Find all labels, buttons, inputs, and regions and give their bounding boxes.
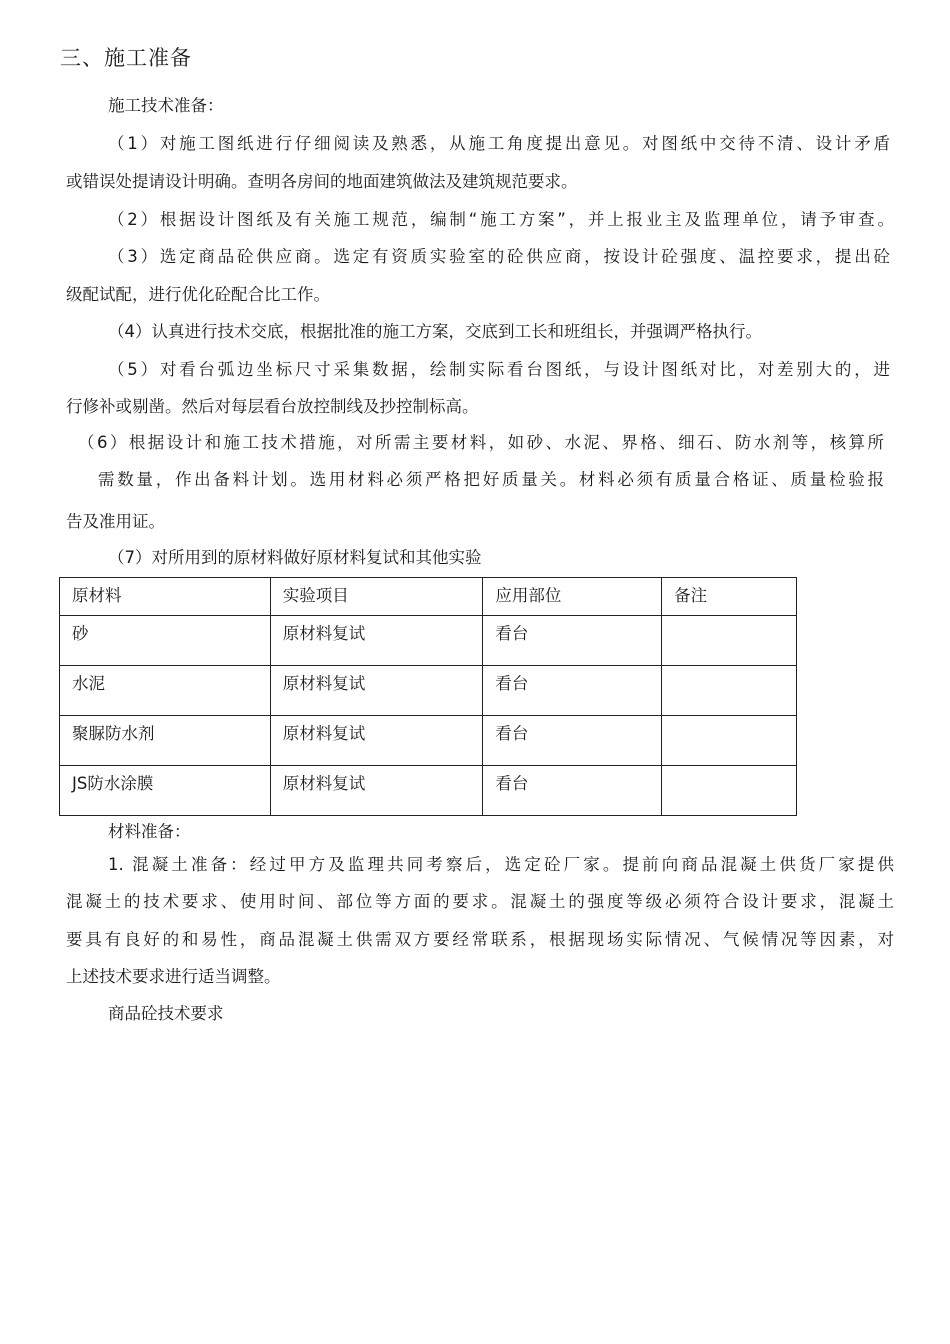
table-cell: 看台 (483, 766, 662, 816)
table-row (60, 616, 797, 666)
material-item-1-line-2: 混凝土的技术要求、使用时间、部位等方面的要求。混凝土的强度等级必须符合设计要求，混凝土 (66, 892, 894, 911)
tech-item-3-line-2: 级配试配，进行优化砼配合比工作。 (66, 285, 330, 304)
table-cell: 看台 (483, 666, 662, 716)
table-header-cell: 原材料 (60, 578, 271, 616)
material-item-1-line-1: 1. 混凝土准备：经过甲方及监理共同考察后，选定砼厂家。提前向商品混凝土供货厂家提供 (108, 855, 894, 874)
concrete-requirements-heading: 商品砼技术要求 (108, 1004, 224, 1023)
tech-item-5-line-2: 行修补或剔凿。然后对每层看台放控制线及抄控制标高。 (66, 397, 479, 416)
tech-item-3-line-1: （3）选定商品砼供应商。选定有资质实验室的砼供应商，按设计砼强度、温控要求，提出砼 (108, 247, 890, 266)
table-cell (662, 766, 797, 816)
tech-item-1-line-1: （1）对施工图纸进行仔细阅读及熟悉，从施工角度提出意见。对图纸中交待不清、设计矛盾 (108, 134, 890, 153)
material-item-1-line-3: 要具有良好的和易性，商品混凝土供需双方要经常联系，根据现场实际情况、气候情况等因素，对 (66, 930, 894, 949)
table-header-cell: 应用部位 (483, 578, 662, 616)
table-cell: JS防水涂膜 (60, 766, 271, 816)
tech-prep-heading: 施工技术准备： (108, 96, 224, 115)
table-cell: 水泥 (60, 666, 271, 716)
materials-table (59, 577, 797, 816)
tech-item-6-line-3: 告及准用证。 (66, 512, 165, 531)
tech-item-5-line-1: （5）对看台弧边坐标尺寸采集数据，绘制实际看台图纸，与设计图纸对比，对差别大的，进 (108, 360, 890, 379)
table-row (60, 766, 797, 816)
table-header-cell: 实验项目 (270, 578, 483, 616)
table-cell (662, 666, 797, 716)
table-cell: 原材料复试 (270, 666, 483, 716)
table-cell: 原材料复试 (270, 616, 483, 666)
tech-item-2-line-1: （2）根据设计图纸及有关施工规范，编制“施工方案”，并上报业主及监理单位，请予审查。 (108, 210, 894, 229)
tech-item-6-line-1: （6）根据设计和施工技术措施，对所需主要材料，如砂、水泥、界格、细石、防水剂等，核算所 (78, 433, 884, 452)
section-title: 三、施工准备 (60, 46, 192, 70)
material-prep-heading: 材料准备： (108, 822, 191, 841)
table-cell: 原材料复试 (270, 766, 483, 816)
table-cell: 看台 (483, 716, 662, 766)
table-header-row (60, 578, 797, 616)
table-cell (662, 716, 797, 766)
table-row (60, 716, 797, 766)
tech-item-4-line-1: （4）认真进行技术交底，根据批准的施工方案，交底到工长和班组长，并强调严格执行。 (108, 322, 762, 341)
tech-item-1-line-2: 或错误处提请设计明确。查明各房间的地面建筑做法及建筑规范要求。 (66, 172, 578, 191)
table-row (60, 666, 797, 716)
table-cell (662, 616, 797, 666)
tech-item-6-line-2: 需数量，作出备料计划。选用材料必须严格把好质量关。材料必须有质量合格证、质量检验报 (98, 470, 884, 489)
table-header-cell: 备注 (662, 578, 797, 616)
tech-item-7-line-1: （7）对所用到的原材料做好原材料复试和其他实验 (108, 548, 482, 567)
table-cell: 聚脲防水剂 (60, 716, 271, 766)
table-cell: 看台 (483, 616, 662, 666)
material-item-1-line-4: 上述技术要求进行适当调整。 (66, 967, 281, 986)
table-cell: 原材料复试 (270, 716, 483, 766)
table-cell: 砂 (60, 616, 271, 666)
